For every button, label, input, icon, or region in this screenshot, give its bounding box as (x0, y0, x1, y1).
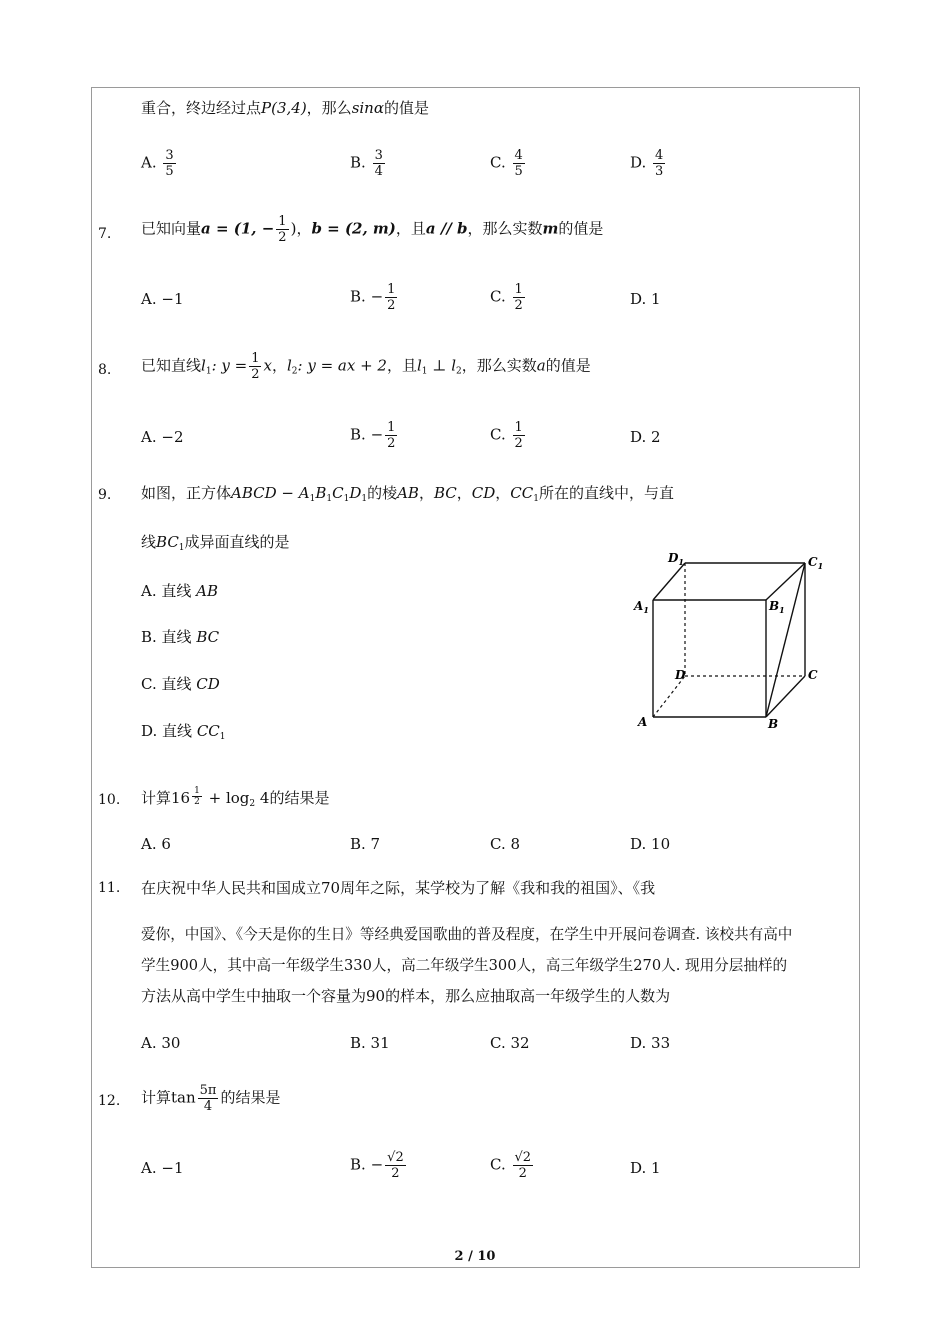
q11-option-a: A. 30 (141, 1034, 181, 1052)
q9-option-c: C. 直线 CD (141, 675, 220, 693)
q7-number: 7. (98, 226, 112, 242)
q10-option-d: D. 10 (630, 835, 671, 853)
q12-option-c: C. $\frac{√2}{2}$ (490, 1150, 532, 1181)
q7-stem: 已知向量a = (1, − $\frac{1}{2}$ )，b = (2, m)，且a // b，那么实数m的值是 (141, 214, 604, 245)
diagonal-b-c1 (766, 563, 805, 717)
q9-stem-line1: 如图，正方体ABCD − $A_1B_1C_1D_1$的棱AB，BC，CD，$CC_1$所在的直线中，与直 (141, 484, 675, 504)
label-c1: $C_1$ (808, 555, 824, 571)
q10-stem: 计算16 $\frac{1}{2}$ + $\log_2 4$的结果是 (141, 786, 330, 809)
q12-number: 12. (98, 1093, 121, 1109)
q10-option-a: A. 6 (141, 835, 171, 853)
q11-option-b: B. 31 (350, 1034, 390, 1052)
label-b1: $B_1$ (769, 599, 785, 615)
q10-option-b: B. 7 (350, 835, 381, 853)
q12-option-b: B. − $\frac{√2}{2}$ (350, 1150, 404, 1181)
q11-line2: 爱你，中国》、《今天是你的生日》等经典爱国歌曲的普及程度，在学生中开展问卷调查. 该校共有高中 (141, 926, 793, 943)
q10-option-c: C. 8 (490, 835, 521, 853)
edge-a1-d1 (653, 563, 685, 600)
q11-line4: 方法从高中学生中抽取一个容量为90的样本，那么应抽取高一年级学生的人数为 (141, 987, 671, 1005)
q6-option-c: C. $\frac{4}{5}$ (490, 148, 523, 179)
q9-option-a: A. 直线 AB (141, 582, 219, 600)
q9-option-b: B. 直线 BC (141, 628, 220, 646)
label-a1: $A_1$ (634, 599, 649, 615)
q9-option-d: D. 直线 $CC_1$ (141, 722, 226, 742)
q9-stem-line2: 线$BC_1$成异面直线的是 (141, 533, 290, 553)
q11-line1: 在庆祝中华人民共和国成立70周年之际，某学校为了解《我和我的祖国》、《我 (141, 879, 656, 897)
q8-option-c: C. $\frac{1}{2}$ (490, 420, 523, 451)
q11-option-c: C. 32 (490, 1034, 530, 1052)
q11-number: 11. (98, 880, 121, 896)
label-c: C (808, 668, 818, 682)
q7-option-c: C. $\frac{1}{2}$ (490, 282, 523, 313)
label-a: A (638, 715, 648, 729)
q7-option-a: A. −1 (141, 290, 184, 308)
q12-option-d: D. 1 (630, 1159, 661, 1177)
q8-option-a: A. −2 (141, 428, 184, 446)
q12-stem: 计算tan $\frac{5\pi}{4}$ 的结果是 (141, 1083, 281, 1114)
q11-option-d: D. 33 (630, 1034, 671, 1052)
q6-option-a: A. $\frac{3}{5}$ (141, 148, 174, 179)
q8-option-b: B. − $\frac{1}{2}$ (350, 420, 396, 451)
page-number: 2 / 10 (454, 1249, 496, 1264)
q10-number: 10. (98, 792, 121, 808)
q8-stem: 已知直线$l_1$: y = $\frac{1}{2}$ x，$l_2$: y = ax + 2，且$l_1$ ⊥ $l_2$，那么实数a的值是 (141, 351, 591, 382)
q6-option-b: B. $\frac{3}{4}$ (350, 148, 383, 179)
q11-line3: 学生900人，其中高一年级学生330人，高二年级学生300人，高三年级学生270人. 现用分层抽样的 (141, 957, 788, 974)
q12-option-a: A. −1 (141, 1159, 184, 1177)
cube-figure (628, 548, 828, 734)
q6-stem: 重合，终边经过点P(3,4)，那么sinα的值是 (141, 99, 429, 117)
q8-option-d: D. 2 (630, 428, 661, 446)
label-d: D (675, 668, 686, 682)
label-d1: $D_1$ (668, 551, 684, 567)
q7-option-b: B. − $\frac{1}{2}$ (350, 282, 396, 313)
q8-number: 8. (98, 362, 112, 378)
q9-number: 9. (98, 487, 112, 503)
hidden-edge-a-d (653, 676, 685, 717)
q7-option-d: D. 1 (630, 290, 661, 308)
edge-b1-c1 (766, 563, 805, 600)
q6-option-d: D. $\frac{4}{3}$ (630, 148, 664, 179)
label-b: B (768, 717, 779, 731)
